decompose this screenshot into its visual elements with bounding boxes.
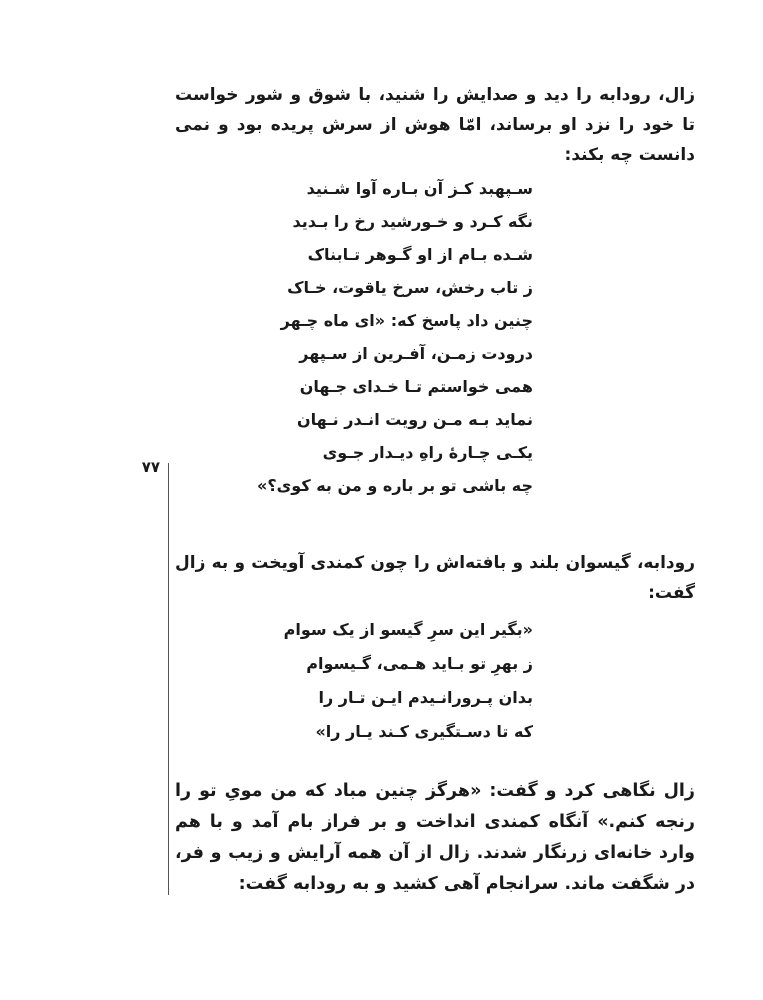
verse-line: همی خواستم تـا خـدای جـهان <box>299 377 533 396</box>
verse-line: یکـی چـارهٔ راهِ دیـدار جـوی <box>322 443 533 462</box>
paragraph-middle-text: رودابه، گیسوان بلند و بافته‌اش را چون کمندی آویخت و به زال گفت: <box>175 553 695 603</box>
margin-rule <box>168 463 169 895</box>
verse-block-2 <box>233 613 533 749</box>
verse-line: نماید بـه مـن رویت انـدر نـهان <box>296 410 533 429</box>
paragraph-closing <box>175 776 695 900</box>
verse-line: چه باشی تو بر باره و من به کوی؟» <box>257 476 533 495</box>
verse-line: ز بهرِ تو بـاید هـمی، گـیسوام <box>306 654 533 673</box>
verse-line: ز تاب رخش، سرخ یاقوت، خـاک <box>287 278 533 297</box>
verse-line: که تا دسـتگیری کـند یـار را» <box>315 722 533 741</box>
verse-line: چنین داد پاسخ که: «ای ماه چـهر <box>280 311 533 330</box>
verse-line: نگه کـرد و خـورشید رخ را بـدید <box>292 212 533 231</box>
verse-line: بدان پـرورانـیدم ایـن تـار را <box>318 688 533 707</box>
paragraph-intro-text: زال، رودابه را دید و صدایش را شنید، با شوق و شور خواست تا خود را نزد او برساند، امّا هوش از سرش پریده بود و نمی دانست چه بکند: <box>175 85 695 165</box>
verse-block-1 <box>233 172 533 502</box>
page-number: ۷۷ <box>141 458 160 476</box>
verse-line: سـپهبد کـز آن بـاره آوا شـنید <box>306 179 533 198</box>
paragraph-middle <box>175 548 695 608</box>
verse-line: «بگیر این سرِ گیسو از یک سوام <box>283 620 533 639</box>
paragraph-closing-text: زال نگاهی کرد و گفت: «هرگز چنین مباد که من مویِ تو را رنجه کنم.» آنگاه کمندی انداخت و بر فراز بام آمد و با هم وارد خانه‌ای زرنگار شدند. زال از آن همه آرایش و زیب و فر، در شگفت ماند. سرانجام آهی کشید و به رودابه گفت: <box>175 781 695 894</box>
paragraph-intro <box>175 80 695 170</box>
verse-line: درودت زمـن، آفـرین از سـپهر <box>299 344 533 363</box>
verse-line: شـده بـام از او گـوهر تـابناک <box>307 245 533 264</box>
